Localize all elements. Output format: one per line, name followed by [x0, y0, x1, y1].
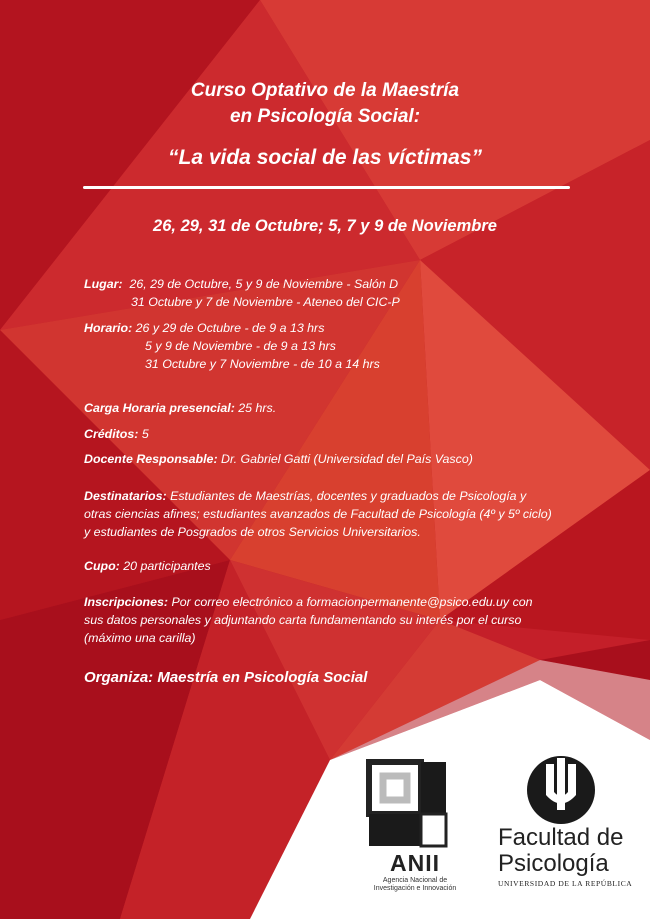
cupo — [84, 558, 211, 576]
inscripciones-label: Inscripciones: — [84, 595, 169, 609]
creditos — [84, 426, 149, 444]
cupo-label: Cupo: — [84, 559, 120, 573]
creditos-label: Créditos: — [84, 427, 139, 441]
horario-value-2: 5 y 9 de Noviembre - de 9 a 13 hrs — [145, 339, 336, 353]
inscripciones-value-2: sus datos personales y adjuntando carta fundamentando su interés por el curso — [84, 613, 522, 627]
horario-value-1: 26 y 29 de Octubre - de 9 a 13 hrs — [135, 321, 325, 335]
anii-title: ANII — [390, 850, 440, 876]
facultad-brand — [498, 825, 632, 888]
course-name-quote: “La vida social de las víctimas” — [168, 146, 482, 169]
lugar-value-1: 26, 29 de Octubre, 5 y 9 de Noviembre - Salón D — [129, 277, 399, 291]
carga-value: 25 hrs. — [238, 401, 277, 415]
organiza: Organiza: Maestría en Psicología Social — [84, 669, 368, 686]
facultad-sub: UNIVERSIDAD DE LA REPÚBLICA — [498, 879, 633, 888]
docente — [84, 451, 473, 469]
lugar-label: Lugar: — [84, 277, 123, 291]
destinatarios-value-2: otras ciencias afines; estudiantes avanzados de Facultad de Psicología (4º y 5º ciclo) — [84, 507, 552, 521]
lugar-line1 — [84, 276, 398, 294]
horario-line1 — [84, 320, 324, 338]
facultad-line1: Facultad de — [498, 824, 624, 851]
horario-label: Horario: — [84, 321, 133, 335]
destinatarios-value-3: y estudiantes de Posgrados de otros Servicios Universitarios. — [84, 525, 421, 539]
inscripciones-line1 — [84, 594, 533, 612]
creditos-value: 5 — [141, 427, 149, 441]
anii-sub-1: Agencia Nacional de — [382, 877, 448, 884]
course-title-line1: Curso Optativo de la Maestría — [190, 80, 460, 101]
facultad-line2: Psicología — [498, 850, 609, 877]
docente-value: Dr. Gabriel Gatti (Universidad del País Vasco) — [221, 452, 473, 466]
destinatarios-label: Destinatarios: — [84, 489, 167, 503]
inscripciones-value-3: (máximo una carilla) — [84, 631, 196, 645]
inscripciones-value-1: Por correo electrónico a formacionpermanente@psico.edu.uy con — [171, 595, 533, 609]
anii-sub-2: Investigación e Innovación — [373, 885, 457, 892]
cupo-value: 20 participantes — [123, 559, 211, 573]
horario-value-3: 31 Octubre y 7 Noviembre - de 10 a 14 hrs — [145, 357, 380, 371]
carga-horaria — [84, 400, 276, 418]
anii-brand — [360, 850, 470, 893]
course-title-line2: en Psicología Social: — [229, 106, 421, 127]
course-dates: 26, 29, 31 de Octubre; 5, 7 y 9 de Noviembre — [153, 217, 497, 235]
docente-label: Docente Responsable: — [84, 452, 218, 466]
carga-label: Carga Horaria presencial: — [84, 401, 235, 415]
destinatarios-value-1: Estudiantes de Maestrías, docentes y graduados de Psicología y — [170, 489, 527, 503]
lugar-value-2: 31 Octubre y 7 de Noviembre - Ateneo del CIC-P — [131, 295, 400, 309]
destinatarios-line1 — [84, 488, 526, 506]
title-divider — [83, 186, 570, 189]
